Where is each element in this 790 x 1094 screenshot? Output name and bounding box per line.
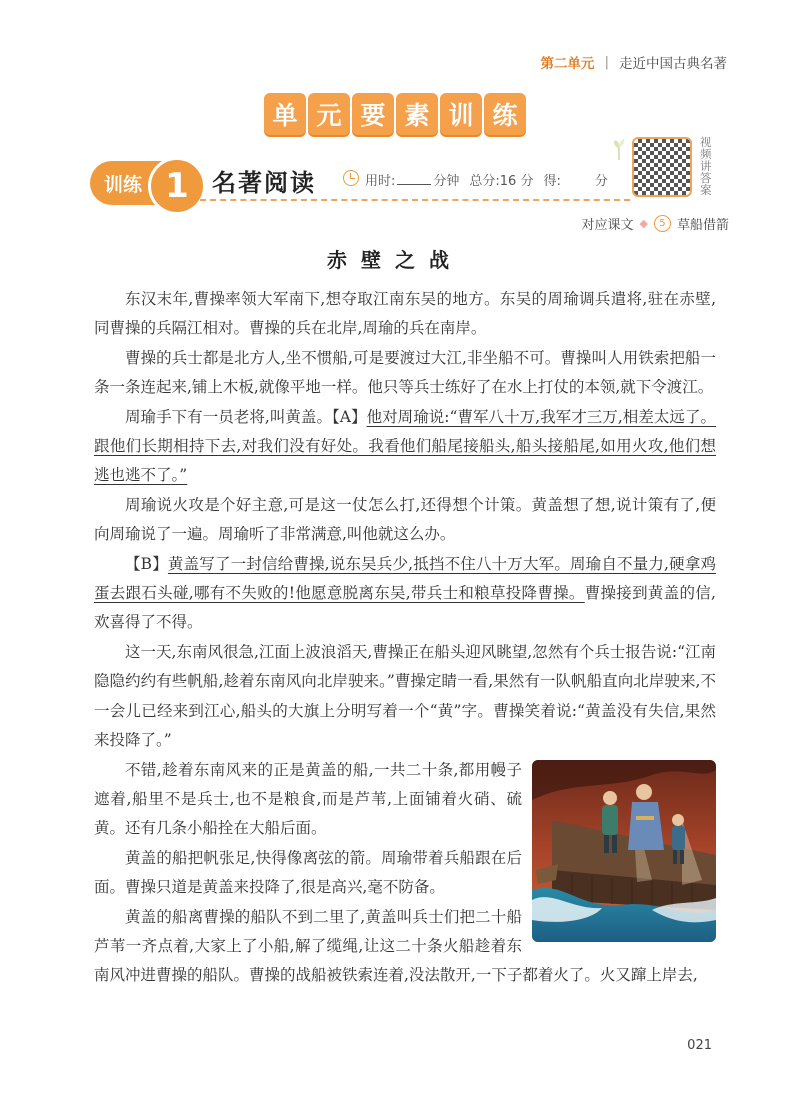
score-unit: 分 <box>594 174 608 189</box>
clock-icon <box>343 170 359 186</box>
total-score: 总分:16 分 <box>469 174 534 189</box>
paragraph <box>94 550 716 638</box>
battle-illustration <box>532 760 716 942</box>
mark-b: 【B】 <box>125 554 168 573</box>
lesson-ref-label: 对应课文 <box>581 218 634 233</box>
banner-char: 训 <box>440 93 482 135</box>
time-blank[interactable] <box>397 172 431 185</box>
banner-char: 要 <box>352 93 394 135</box>
banner-char: 单 <box>264 93 306 135</box>
running-header <box>540 52 727 72</box>
lesson-title: 草船借箭 <box>676 218 729 233</box>
underlined-passage-a: 他对周瑜说:“曹军八十万,我军才三万,相差太远了。跟他们长期相持下去,对我们没有好处。我看他们船尾接船头,船头接船尾,如用火攻,他们想逃也逃不了。” <box>94 407 716 485</box>
score-line <box>365 170 608 189</box>
paragraph: 黄盖的船把帆张足,快得像离弦的箭。周瑜带着兵船跟在后面。曹操只道是黄盖来投降了,很是高兴,毫不防备。 <box>94 848 522 897</box>
article-body <box>94 285 716 991</box>
qr-code[interactable] <box>632 137 692 197</box>
banner-char: 素 <box>396 93 438 135</box>
score-label: 得: <box>543 174 561 189</box>
paragraph <box>94 403 716 491</box>
mark-a: 【A】 <box>332 407 367 426</box>
lesson-number: 5 <box>654 215 671 232</box>
qr-caption: 视频讲答案 <box>700 135 712 197</box>
underlined-passage-b: 黄盖写了一封信给曹操,说东吴兵少,抵挡不住八十万大军。周瑜自不量力,硬拿鸡蛋去跟石头碰,哪有不失败的!他愿意脱离东吴,带兵士和粮草投降曹操。 <box>94 554 716 603</box>
unit-label: 第二单元 <box>540 56 595 72</box>
training-label: 训练 <box>90 161 168 205</box>
paragraph-text: 周瑜手下有一员老将,叫黄盖。 <box>125 407 332 426</box>
paragraph: 这一天,东南风很急,江面上波浪滔天,曹操正在船头迎风眺望,忽然有个兵士报告说:“江南隐隐约约有些帆船,趁着东南风向北岸驶来。”曹操定睛一看,果然有一队帆船直向北岸驶来,不一会儿已经来到江心,船头的大旗上分明写着一个“黄”字。曹操笑着说:“黄盖没有失信,果然来投降了。” <box>94 642 716 750</box>
article-title: 赤壁之战 <box>327 248 463 272</box>
paragraph: 东汉末年,曹操率领大军南下,想夺取江南东吴的地方。东吴的周瑜调兵遣将,驻在赤壁,同曹操的兵隔江相对。曹操的兵在北岸,周瑜的兵在南岸。 <box>94 290 716 338</box>
paragraph: 不错,趁着东南风来的正是黄盖的船,一共二十条,都用幔子遮着,船里不是兵士,也不是粮食,而是芦苇,上面铺着火硝、硫黄。还有几条小船拴在大船后面。 <box>94 760 522 838</box>
banner-char: 元 <box>308 93 350 135</box>
header-separator: | <box>604 54 609 70</box>
page-number: 021 <box>687 1038 712 1053</box>
time-unit: 分钟 <box>433 174 460 189</box>
training-title: 名著阅读 <box>212 169 316 197</box>
paragraph-text: 曹操接到黄盖的信,欢喜得了不得。 <box>94 584 716 632</box>
book-title: 走近中国古典名著 <box>619 56 727 72</box>
paragraph: 曹操的兵士都是北方人,坐不惯船,可是要渡过大江,非坐船不可。曹操叫人用铁索把船一条一条连起来,铺上木板,就像平地一样。他只等兵士练好了在水上打仗的本领,就下令渡江。 <box>94 348 716 397</box>
paragraph: 周瑜说火攻是个好主意,可是这一仗怎么打,还得想个计策。黄盖想了想,说计策有了,便向周瑜说了一遍。周瑜听了非常满意,叫他就这么办。 <box>94 495 716 544</box>
diamond-icon: ◆ <box>639 217 648 230</box>
time-label: 用时: <box>365 174 396 189</box>
paragraph: 黄盖的船离曹操的船队不到二里了,黄盖叫兵士们把二十船芦苇一齐点着,大家上了小船,解了缆绳,让这二十条火船趁着东南风冲进曹操的船队。曹操的战船被铁索连着,没法散开,一下子都着火了。火又蹿上岸去, <box>94 907 698 985</box>
banner-char: 练 <box>484 93 526 135</box>
title-divider <box>200 199 630 201</box>
training-number: 1 <box>148 157 206 215</box>
sprout-icon <box>612 138 626 160</box>
lesson-reference <box>582 214 730 233</box>
unit-banner <box>0 93 790 135</box>
